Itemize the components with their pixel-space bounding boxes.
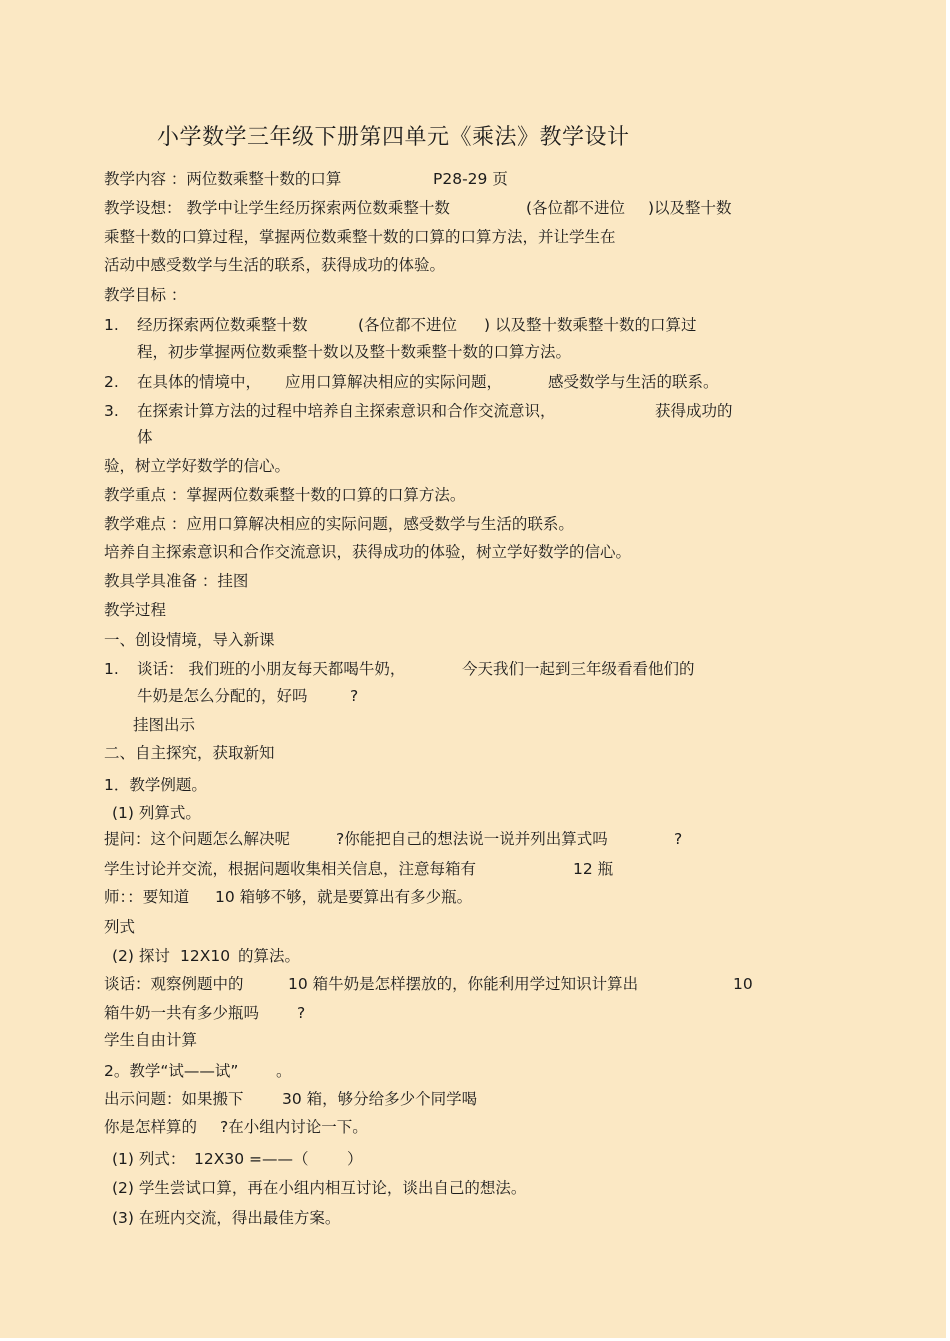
text-line: (2) 探讨 (112, 947, 170, 965)
text-line: 的算法。 (238, 947, 301, 965)
text-line: 。 (276, 1062, 292, 1080)
text-line: (3) 在班内交流，得出最佳方案。 (112, 1209, 341, 1227)
text-line: 教学内容 ：两位数乘整十数的口算 (104, 170, 342, 188)
text-line: 12X30 =——（ (194, 1150, 309, 1168)
text-line: 30 箱，够分给多少个同学喝 (282, 1090, 478, 1108)
text-line: 你是怎样算的 (104, 1118, 198, 1136)
text-line: 乘整十数的口算过程，掌握两位数乘整十数的口算的口算方法，并让学生在 (104, 228, 616, 246)
text-line: 经历探索两位数乘整十数 (137, 316, 308, 334)
text-line: 活动中感受数学与生活的联系，获得成功的体验。 (104, 256, 446, 274)
text-line: (1) 列算式。 (112, 804, 201, 822)
text-line: 10 箱够不够，就是要算出有多少瓶。 (215, 888, 473, 906)
text-line: 挂图出示 (133, 716, 196, 734)
text-line: 二、自主探究，获取新知 (104, 744, 275, 762)
document-title: 小学数学三年级下册第四单元《乘法》教学设计 (157, 125, 630, 150)
text-line: 应用口算解决相应的实际问题， (285, 373, 503, 391)
text-line: 10 箱牛奶是怎样摆放的，你能利用学过知识计算出 (288, 975, 639, 993)
text-line: 谈话：观察例题中的 (104, 975, 244, 993)
text-line: P28-29 页 (433, 170, 508, 188)
text-line: 体 (137, 428, 153, 446)
text-line: 12X10 (180, 947, 231, 965)
text-line: 箱牛奶一共有多少瓶吗 (104, 1004, 260, 1022)
text-line: 师：：要知道 (104, 888, 190, 906)
text-line: 学生自由计算 (104, 1031, 198, 1049)
text-line: )以及整十数 (648, 199, 732, 217)
text-line: 列式 (104, 918, 136, 936)
text-line: 程，初步掌握两位数乘整十数以及整十数乘整十数的口算方法。 (137, 343, 572, 361)
text-line: 培养自主探索意识和合作交流意识，获得成功的体验，树立学好数学的信心。 (104, 543, 632, 561)
text-line: ) 以及整十数乘整十数的口算过 (484, 316, 697, 334)
text-line: 一、创设情境，导入新课 (104, 631, 275, 649)
list-number: 2. (104, 373, 119, 391)
text-line: ?你能把自己的想法说一说并列出算式吗 (336, 830, 608, 848)
text-line: 教学目标 ： (104, 286, 187, 304)
text-line: 出示问题：如果搬下 (104, 1090, 244, 1108)
text-line: 2。教学“试——试” (104, 1062, 239, 1080)
list-number: 1. (104, 316, 119, 334)
text-line: ? (297, 1004, 306, 1022)
text-line: 验，树立学好数学的信心。 (104, 457, 291, 475)
text-line: 提问：这个问题怎么解决呢 (104, 830, 291, 848)
text-line: 获得成功的 (655, 402, 733, 420)
text-line: ?在小组内讨论一下。 (220, 1118, 368, 1136)
text-line: 教具学具准备 ：挂图 (104, 572, 249, 590)
text-line: 谈话： 我们班的小朋友每天都喝牛奶， (137, 660, 406, 678)
text-line: 学生讨论并交流，根据问题收集相关信息，注意每箱有 (104, 860, 477, 878)
text-line: 教学重点 ：掌握两位数乘整十数的口算的口算方法。 (104, 486, 466, 504)
text-line: ） (347, 1150, 363, 1168)
text-line: 教学过程 (104, 601, 167, 619)
text-line: 教学设想： 教学中让学生经历探索两位数乘整十数 (104, 199, 450, 217)
list-number: 3. (104, 402, 119, 420)
text-line: 牛奶是怎么分配的，好吗 (137, 687, 308, 705)
list-number: 1. (104, 660, 119, 678)
text-line: 10 (733, 975, 753, 993)
text-line: 今天我们一起到三年级看看他们的 (462, 660, 695, 678)
text-line: (1) 列式： (112, 1150, 186, 1168)
text-line: 1．教学例题。 (104, 776, 207, 794)
text-line: ? (350, 687, 359, 705)
text-line: 在探索计算方法的过程中培养自主探索意识和合作交流意识， (137, 402, 556, 420)
text-line: (2) 学生尝试口算，再在小组内相互讨论，谈出自己的想法。 (112, 1179, 527, 1197)
text-line: ? (674, 830, 683, 848)
text-line: (各位都不进位 (526, 199, 626, 217)
text-line: 教学难点 ：应用口算解决相应的实际问题，感受数学与生活的联系。 (104, 515, 574, 533)
text-line: (各位都不进位 (358, 316, 458, 334)
text-line: 12 瓶 (573, 860, 614, 878)
text-line: 感受数学与生活的联系。 (548, 373, 719, 391)
text-line: 在具体的情境中， (137, 373, 262, 391)
